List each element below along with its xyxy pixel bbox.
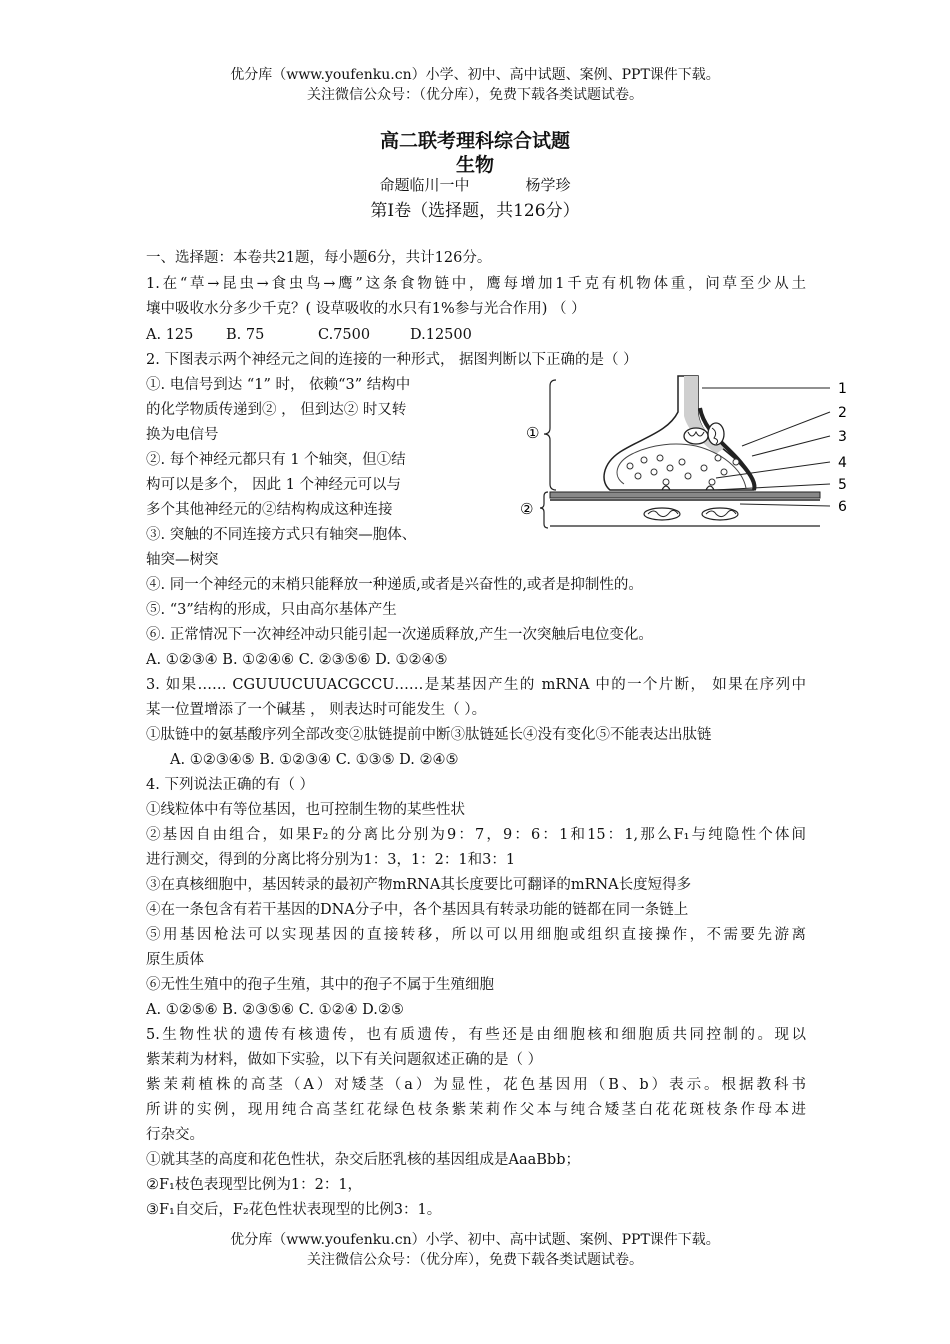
q1-line-1: 1.在“草→昆虫→食虫鸟→鹰”这条食物链中，鹰每增加1千克有机物体重，问草至少从土 (146, 276, 806, 292)
figure-label-5: 5 (838, 477, 847, 493)
q1-line-2: 壤中吸收水分多少千克？( 设草吸收的水只有1%参与光合作用) （ ） (146, 301, 586, 317)
author-school: 命题临川一中 (379, 176, 470, 194)
q5-line-2: 紫茉莉为材料，做如下实验，以下有关问题叙述正确的是（ ） (146, 1052, 543, 1068)
page-title: 高二联考理科综合试题 (379, 130, 570, 152)
q1-option-c: C.7500 (318, 327, 371, 343)
q1-options (146, 325, 472, 345)
mitochondrion (702, 508, 738, 520)
q4-options: A. ①②⑤⑥ B. ②③⑤⑥ C. ①②④ D.②⑤ (146, 1002, 404, 1018)
q2-statement-line: ②. 每个神经元都只有 1 个轴突，但①结 (146, 452, 406, 468)
postsynaptic-membrane (550, 492, 820, 498)
mitochondrion (684, 428, 708, 444)
footer-line-2: 关注微信公众号：（优分库），免费下载各类试题试卷。 (307, 1252, 643, 1268)
q5-line-3: 紫茉莉植株的高茎（A）对矮茎（a）为显性，花色基因用（B、b）表示。根据教科书 (146, 1077, 806, 1093)
q4-statement-4: ④在一条包含有若干基因的DNA分子中，各个基因具有转录功能的链都在同一条链上 (146, 902, 689, 918)
q4-statement-2a: ②基因自由组合，如果F₂的分离比分别为9：7，9：6：1和15：1,那么F₁与纯隐性个体间 (146, 827, 806, 843)
q2-statement-line: 构可以是多个， 因此 1 个神经元可以与 (146, 477, 402, 493)
q2-options: A. ①②③④ B. ①②④⑥ C. ②③⑤⑥ D. ①②④⑤ (146, 652, 448, 668)
q2-statement-line: 的化学物质传递到② ， 但到达② 时又转 (146, 402, 407, 418)
synapse-figure (520, 372, 850, 540)
q3-line-3: ①肽链中的氨基酸序列全部改变②肽链提前中断③肽链延长④没有变化⑤不能表达出肽链 (146, 727, 712, 743)
q3-options: A. ①②③④⑤ B. ①②③④ C. ①③⑤ D. ②④⑤ (170, 752, 459, 768)
q5-statement-1: ①就其茎的高度和花色性状，杂交后胚乳核的基因组成是AaaBbb； (146, 1152, 580, 1168)
footer-line-1: 优分库（www.youfenku.cn）小学、初中、高中试题、案例、PPT课件下载。 (230, 1232, 720, 1248)
q2-statement-6: ⑥. 正常情况下一次神经冲动只能引起一次递质释放,产生一次突触后电位变化。 (146, 627, 653, 643)
figure-label-4: 4 (838, 455, 847, 471)
q2-statement-line: 轴突—树突 (146, 552, 219, 568)
mitochondrion (644, 508, 680, 520)
q5-statement-3: ③F₁自交后，F₂花色性状表现型的比例3：1。 (146, 1202, 442, 1218)
q4-statement-5b: 原生质体 (146, 952, 204, 968)
author-line (0, 176, 950, 194)
figure-label-3: 3 (838, 429, 847, 445)
q5-line-1: 5.生物性状的遗传有核遗传，也有质遗传，有些还是由细胞核和细胞质共同控制的。现以 (146, 1027, 806, 1043)
q4-statement-5a: ⑤用基因枪法可以实现基因的直接转移，所以可以用细胞或组织直接操作，不需要先游离 (146, 927, 806, 943)
author-name: 杨学珍 (525, 176, 571, 194)
figure-label-6: 6 (838, 499, 847, 515)
section-heading: 第Ⅰ卷（选择题，共126分） (370, 201, 580, 221)
figure-label-part-2: ② (520, 500, 534, 518)
q1-option-b: B. 75 (226, 327, 265, 343)
figure-label-1: 1 (838, 381, 847, 397)
presynaptic-membrane (604, 376, 754, 490)
q4-statement-2b: 进行测交，得到的分离比将分别为1：3，1：2：1和3：1 (146, 852, 516, 868)
q2-statement-4: ④. 同一个神经元的末梢只能释放一种递质,或者是兴奋性的,或者是抑制性的。 (146, 577, 643, 593)
q2-statement-5: ⑤. “3”结构的形成，只由高尔基体产生 (146, 602, 397, 618)
q2-statement-line: 换为电信号 (146, 427, 219, 443)
q3-line-2: 某一位置增添了一个碱基 ， 则表达时可能发生（ ）。 (146, 702, 487, 718)
q2-stem: 2. 下图表示两个神经元之间的连接的一种形式， 据图判断以下正确的是（ ） (146, 352, 638, 368)
q1-option-a: A. 125 (146, 327, 194, 343)
q2-statement-line: ③. 突触的不同连接方式只有轴突—胞体、 (146, 527, 417, 543)
intro-line: 一、选择题：本卷共21题，每小题6分，共计126分。 (146, 250, 492, 266)
q5-line-5: 行杂交。 (146, 1127, 204, 1143)
page-subtitle: 生物 (455, 154, 494, 176)
q4-statement-3: ③在真核细胞中，基因转录的最初产物mRNA其长度要比可翻译的mRNA长度短得多 (146, 877, 692, 893)
q3-line-1: 3. 如果…… CGUUUCUUACGCCU……是某基因产生的 mRNA 中的一个片断， 如果在序列中 (146, 677, 806, 693)
q4-statement-6: ⑥无性生殖中的孢子生殖，其中的孢子不属于生殖细胞 (146, 977, 494, 993)
q5-statement-2: ②F₁枝色表现型比例为1：2：1， (146, 1177, 363, 1193)
figure-label-part-1: ① (526, 424, 540, 442)
header-line-2: 关注微信公众号：（优分库），免费下载各类试题试卷。 (307, 87, 643, 103)
q2-statement-line: 多个其他神经元的②结构构成这种连接 (146, 502, 393, 518)
q4-statement-1: ①线粒体中有等位基因，也可控制生物的某些性状 (146, 802, 465, 818)
q2-statement-line: ①. 电信号到达 “1” 时， 依赖“3” 结构中 (146, 377, 411, 393)
q4-stem: 4. 下列说法正确的有（ ） (146, 777, 315, 793)
header-line-1: 优分库（www.youfenku.cn）小学、初中、高中试题、案例、PPT课件下载。 (230, 67, 720, 83)
q5-line-4: 所讲的实例，现用纯合高茎红花绿色枝条紫茉莉作父本与纯合矮茎白花花斑枝条作母本进 (146, 1102, 806, 1118)
q1-option-d: D.12500 (410, 327, 472, 343)
figure-label-2: 2 (838, 405, 847, 421)
